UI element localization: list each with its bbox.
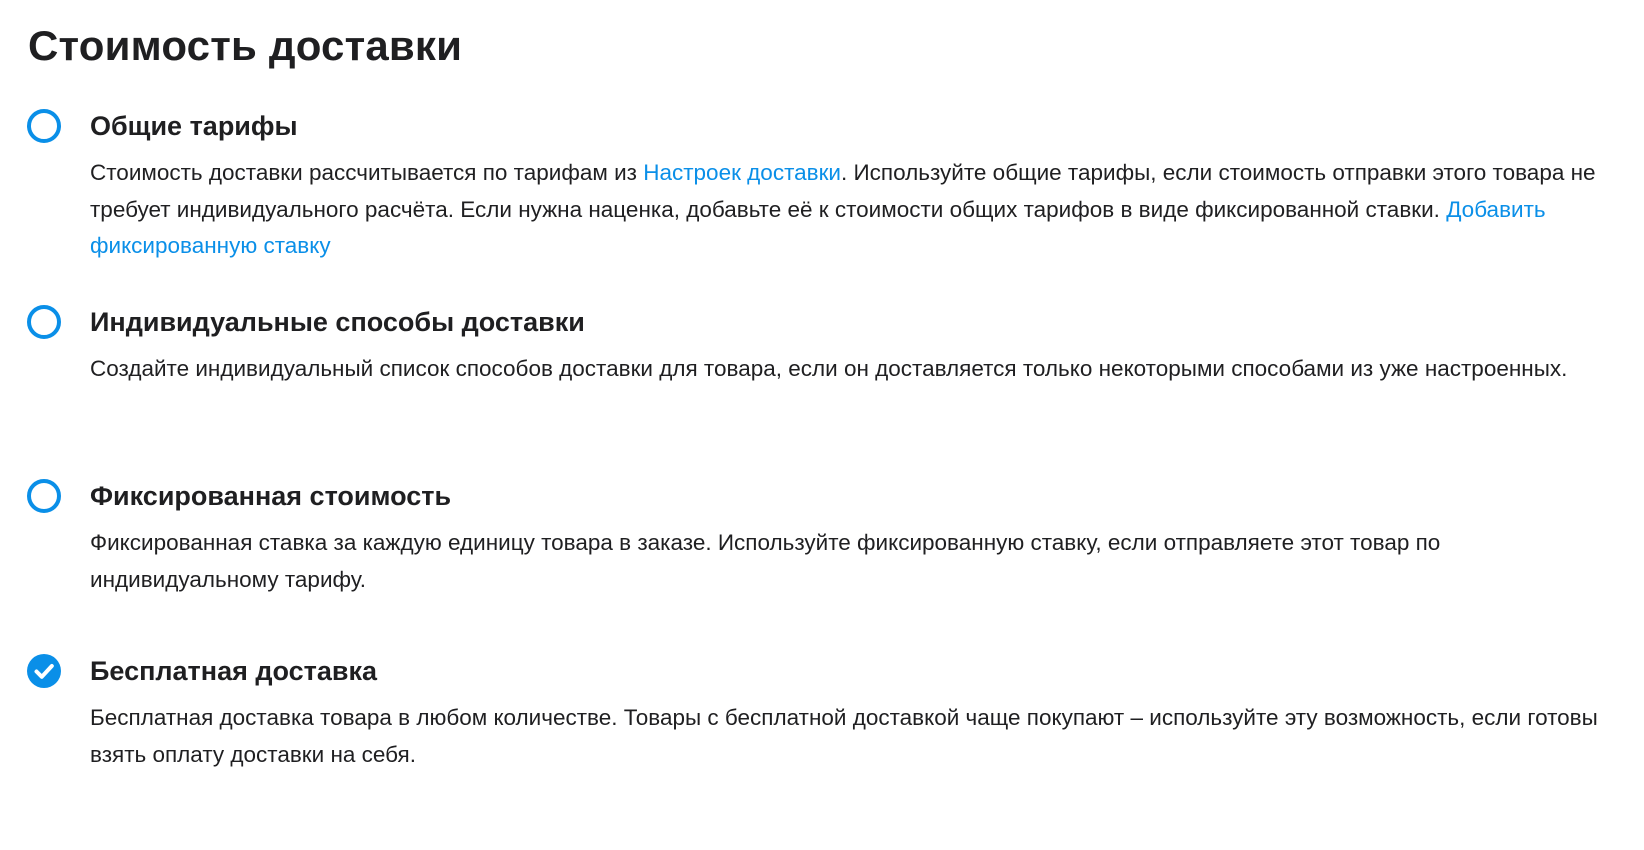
- radio-general-rates[interactable]: [27, 109, 61, 143]
- delivery-settings-link[interactable]: Настроек доставки: [643, 160, 841, 185]
- description-text: Стоимость доставки рассчитывается по тарифам из: [90, 160, 644, 185]
- option-description-individual-methods: Создайте индивидуальный список способов доставки для товара, если он доставляется только некоторыми способами из уже настроенных.: [90, 356, 1568, 381]
- radio-individual-methods[interactable]: [27, 305, 61, 339]
- option-title-fixed-cost: Фиксированная стоимость: [90, 481, 452, 511]
- radio-fixed-cost[interactable]: [27, 479, 61, 513]
- option-title-free-delivery: Бесплатная доставка: [90, 656, 378, 686]
- description-text: . Используйте общие тарифы, если стоимость отправки этого товара не требует индивидуального расчёта. Если нужна наценка, добавьте её к стоимости общих тарифов в виде фиксированной ставки.: [90, 160, 1596, 222]
- option-description-free-delivery: Бесплатная доставка товара в любом количестве. Товары с бесплатной доставкой чаще покупают – используйте эту возможность, если готовы взять оплату доставки на себя.: [90, 705, 1598, 767]
- check-icon: [27, 654, 61, 688]
- add-fixed-rate-link[interactable]: Добавить фиксированную ставку: [90, 196, 1546, 258]
- option-title-general-rates: Общие тарифы: [90, 111, 298, 141]
- option-description-fixed-cost: Фиксированная ставка за каждую единицу товара в заказе. Используйте фиксированную ставку, если отправляете этот товар по индивидуальному тарифу.: [90, 530, 1441, 592]
- radio-free-delivery[interactable]: [27, 654, 61, 688]
- page-title: Стоимость доставки: [28, 22, 463, 69]
- option-description-general-rates: [90, 155, 1615, 265]
- option-title-individual-methods: Индивидуальные способы доставки: [90, 307, 585, 337]
